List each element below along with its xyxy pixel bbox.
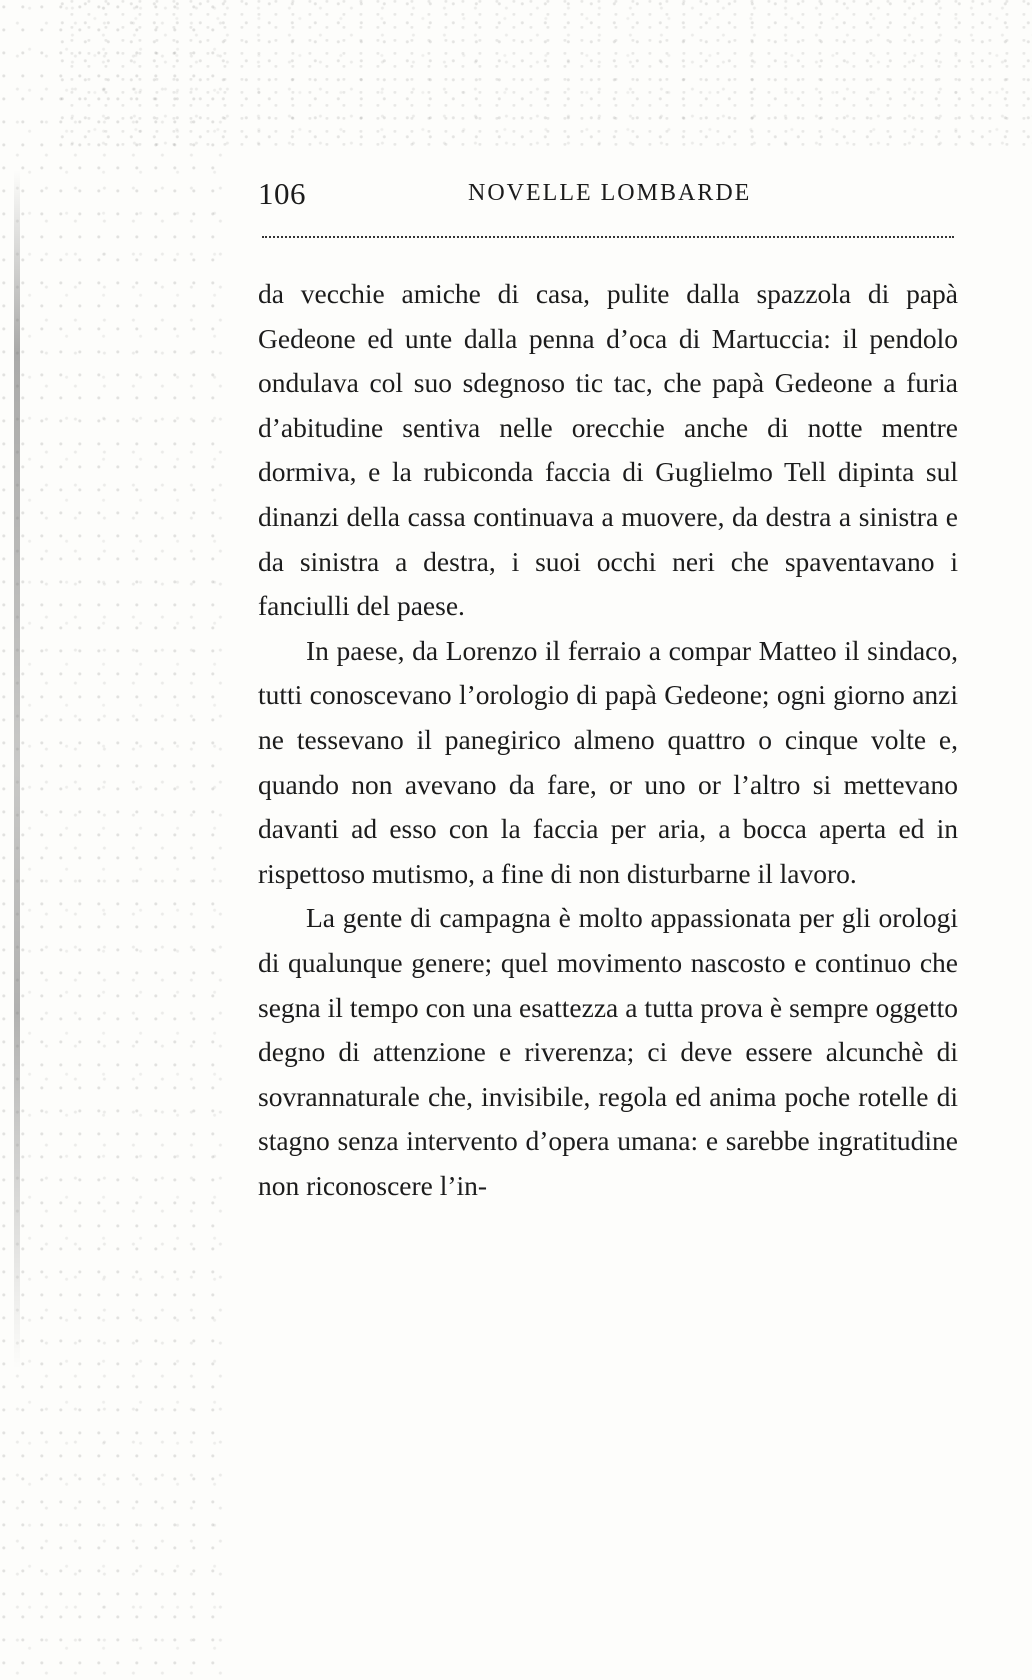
binding-edge-shadow (14, 170, 20, 1370)
paragraph-continued: da vecchie amiche di casa, pulite dalla spazzola di papà Gedeone ed unte dalla penna d’oca di Martuccia: il pendolo ondulava col suo sdegnoso tic tac, che papà Gedeone a furia d’abitudine sentiva nelle orecchie anche di notte mentre dormiva, e la rubiconda faccia di Guglielmo Tell dipinta sul dinanzi della cassa continuava a muovere, da destra a sinistra e da sinistra a destra, i suoi occhi neri che spaventavano i fanciulli del paese. (258, 278, 958, 622)
body-text (258, 272, 958, 1208)
header-dotted-rule (262, 236, 954, 238)
page-number: 106 (258, 176, 306, 211)
running-head (258, 176, 958, 216)
scan-noise-left-margin (0, 0, 230, 1680)
paragraph: In paese, da Lorenzo il ferraio a compar Matteo il sindaco, tutti conoscevano l’orologio di papà Gedeone; ogni giorno anzi ne tessevano il panegirico almeno quattro o cinque volte e, quando non avevano da fare, or uno or l’altro si mettevano davanti ad esso con la faccia per aria, a bocca aperta ed in rispettoso mutismo, a fine di non disturbarne il lavoro. (258, 634, 958, 889)
paragraph: La gente di campagna è molto appassionata per gli orologi di qualunque genere; quel movimento nascosto e continuo che segna il tempo con una esattezza a tutta prova è sempre oggetto degno di attenzione e riverenza; ci deve essere alcunchè di sovrannaturale che, invisibile, regola ed anima poche rotelle di stagno senza intervento d’opera umana: e sarebbe ingratitudine non riconoscere l’in- (258, 902, 958, 1201)
running-title: NOVELLE LOMBARDE (468, 180, 752, 206)
